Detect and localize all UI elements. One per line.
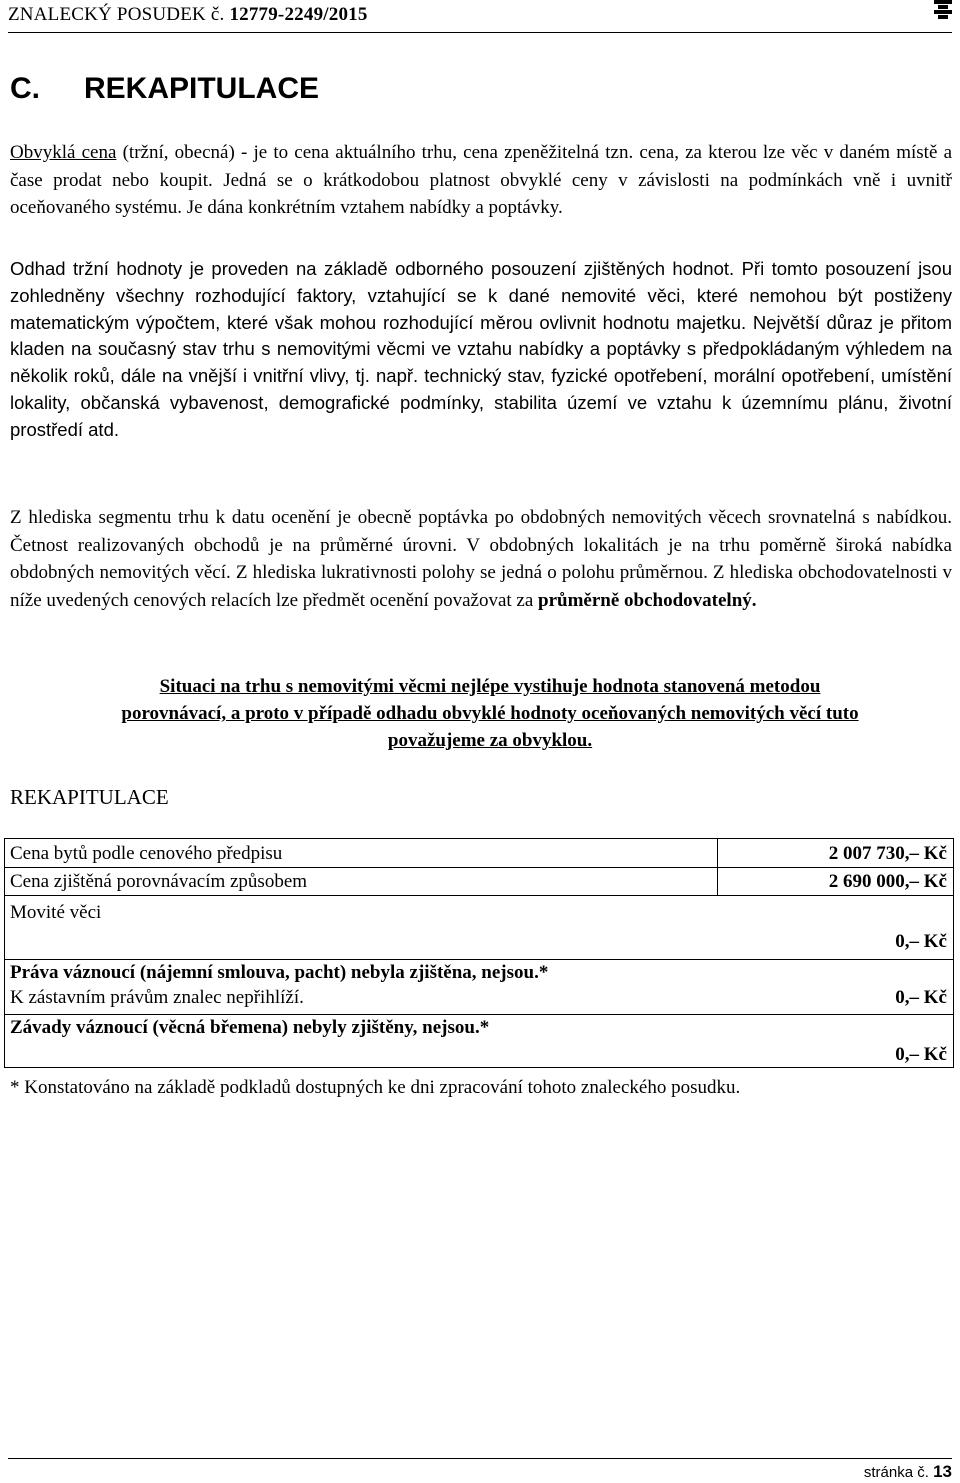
recap-row-label: Cena bytů podle cenového předpisu [10, 843, 283, 864]
header-title: ZNALECKÝ POSUDEK č. [8, 4, 225, 25]
section-heading: REKAPITULACE [84, 72, 320, 105]
page-number: 13 [933, 1462, 952, 1481]
paragraph-segment [10, 504, 952, 614]
market-note-line-1: Situaci na trhu s nemovitými věcmi nejlépe vystihuje hodnota stanovená metodou [159, 676, 821, 697]
paragraph-estimate [10, 256, 952, 444]
paragraph-estimate-lead: Odhad tržní hodnoty je proveden na základě odborného posouzení zjištěných hodnot. [10, 258, 735, 279]
recap-table [4, 838, 954, 1068]
recap-row-sublabel: K zástavním právům znalec nepřihlíží. [10, 987, 304, 1008]
paragraph-estimate-text: Při tomto posouzení jsou zohledněny všechny rozhodující faktory, vztahující se k dané nemovité věci, které nemohou být postiženy matematickým výpočtem, které však mohou rozhodující měrou ovlivnit hodnotu majetku. Největší důraz je přitom kladen na současný stav trhu s nemovitými věcmi ve vztahu nabídky a poptávky s předpokládaným výhledem na několik roků, dále na vnější i vnitřní vlivy, tj. např. technický stav, fyzické opotřebení, morální opotřebení, umístění lokality, občanská vybavenost, demografické podmínky, stabilita území ve vztahu k územnímu plánu, životní prostředí atd. [10, 258, 953, 440]
recap-row-label: Movité věci [10, 902, 102, 923]
recap-heading: REKAPITULACE [10, 785, 169, 809]
paragraph-segment-bold: průměrně obchodovatelný. [538, 589, 757, 611]
term-obvykla-cena: Obvyklá cena [10, 142, 117, 163]
paragraph-market-price-text: (tržní, obecná) - je to cena aktuálního trhu, cena zpeněžitelná tzn. cena, za kterou lze věc v daném místě a čase prodat nebo koupit. Jedná se o krátkodobou platnost obvyklé ceny v závislosti na podmínkách vně i uvnitř oceňovaného systému. Je dána konkrétním vztahem nabídky a poptávky. [10, 142, 953, 218]
recap-row-label: Závady váznoucí (věcná břemena) nebyly zjištěny, nejsou.* [10, 1017, 490, 1038]
stack-logo-icon [934, 0, 952, 24]
recap-row-value: 0,– Kč [895, 987, 947, 1008]
header-divider [8, 32, 952, 33]
recap-row-value: 2 690 000,– Kč [828, 871, 947, 892]
footer-divider [8, 1458, 952, 1459]
recap-row-divider [5, 895, 953, 896]
recap-row-value: 0,– Kč [895, 1044, 947, 1065]
recap-row-divider [5, 867, 953, 868]
recap-row-value: 0,– Kč [895, 931, 947, 952]
paragraph-market-price [10, 139, 952, 222]
recap-row-value: 2 007 730,– Kč [828, 843, 947, 864]
section-title [10, 70, 319, 108]
recap-row-label: Práva váznoucí (nájemní smlouva, pacht) nebyla zjištěna, nejsou.* [10, 962, 549, 983]
header-report-number: 12779-2249/2015 [229, 4, 368, 25]
section-number: C. [10, 72, 40, 105]
market-note-line-3: považujeme za obvyklou. [387, 730, 593, 751]
recap-row-label: Cena zjištěná porovnávacím způsobem [10, 871, 308, 892]
page-label: stránka č. [863, 1464, 929, 1481]
recap-footnote: * Konstatováno na základě podkladů dostupných ke dni zpracování tohoto znaleckého posudku. [10, 1077, 741, 1098]
paragraph-segment-text: Z hlediska segmentu trhu k datu ocenění je obecně poptávka po obdobných nemovitých věcech srovnatelná s nabídkou. Četnost realizovaných obchodů je na průměrné úrovni. V obdobných lokalitách je na trhu poměrně široká nabídka obdobných nemovitých věcí. Z hlediska lukrativnosti polohy se jedná o polohu průměrnou. Z hlediska obchodovatelnosti v níže uvedených cenových relacích lze předmět ocenění považovat za [10, 507, 952, 611]
market-note-line-2: porovnávací, a proto v případě odhadu obvyklé hodnoty oceňovaných nemovitých věcí tuto [121, 703, 859, 724]
page-footer [864, 1462, 952, 1483]
document-header [8, 4, 952, 26]
